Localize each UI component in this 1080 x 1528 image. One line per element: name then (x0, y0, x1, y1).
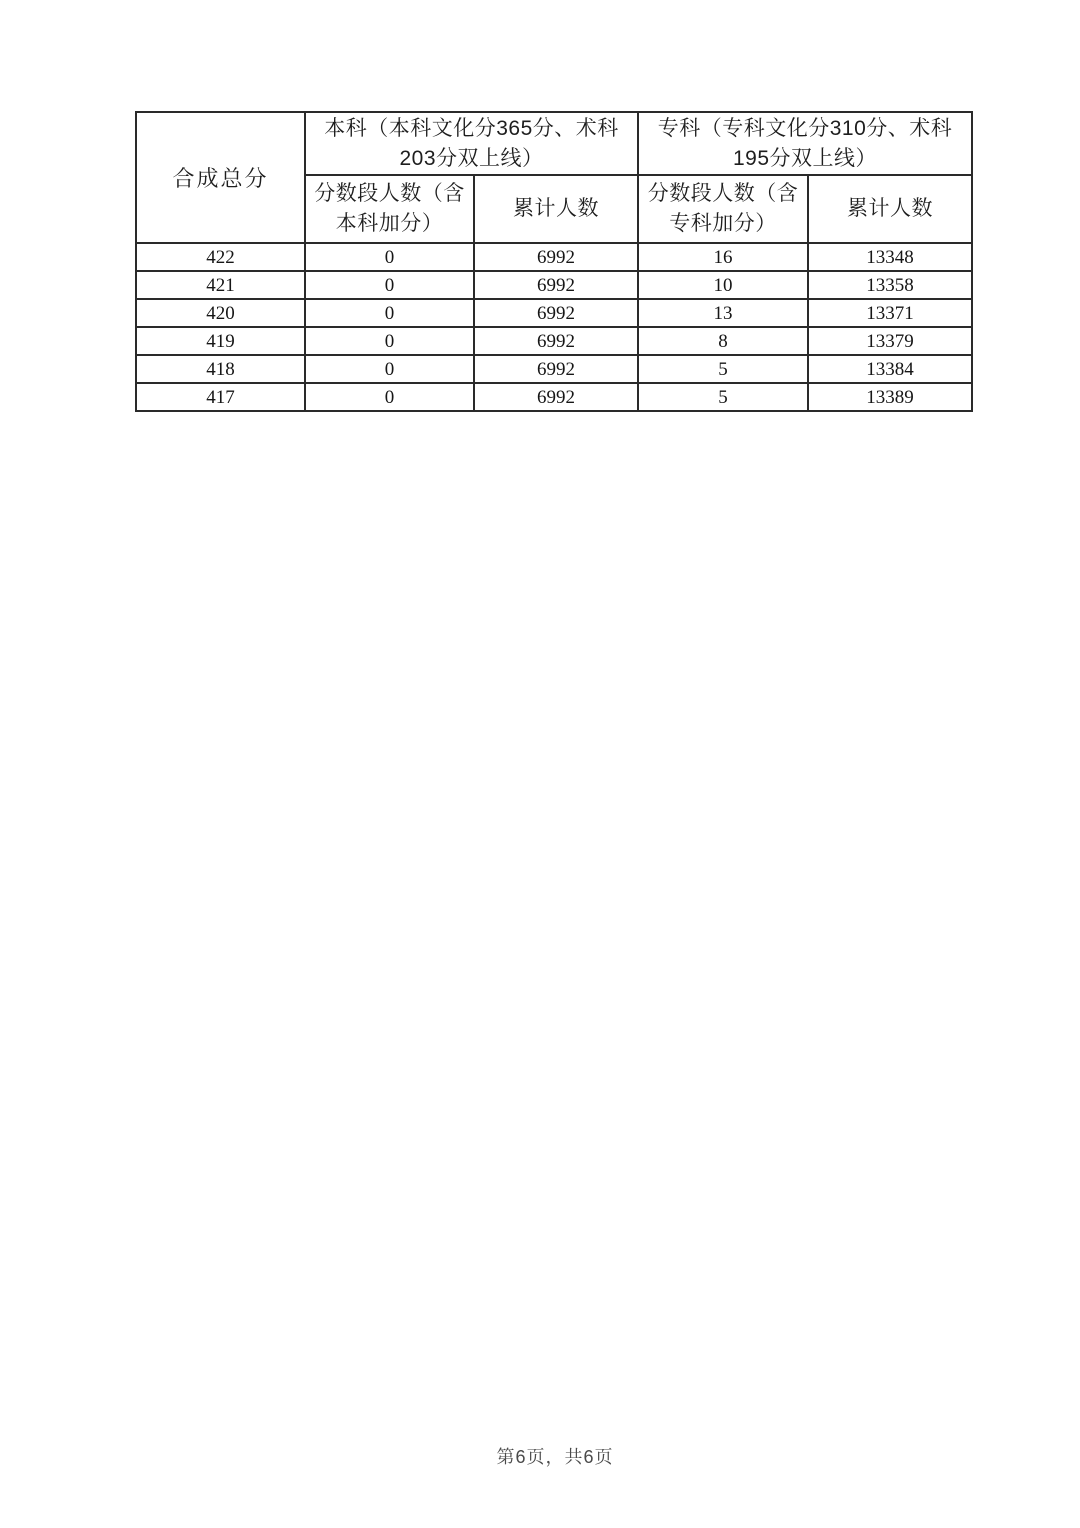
cell-zhuanke-cumulative: 13358 (808, 271, 972, 299)
cell-zhuanke-cumulative: 13371 (808, 299, 972, 327)
cell-zhuanke-cumulative: 13389 (808, 383, 972, 411)
group-header-benke: 本科（本科文化分365分、术科203分双上线） (305, 112, 638, 175)
table-header-row-groups (136, 112, 972, 175)
cell-zhuanke-count: 16 (638, 243, 808, 271)
cell-benke-count: 0 (305, 355, 474, 383)
cell-zhuanke-cumulative: 13384 (808, 355, 972, 383)
subheader-zhuanke-cumulative: 累计人数 (808, 175, 972, 243)
table-row (136, 383, 972, 411)
cell-benke-cumulative: 6992 (474, 271, 638, 299)
table-row (136, 327, 972, 355)
cell-score: 417 (136, 383, 305, 411)
cell-benke-cumulative: 6992 (474, 327, 638, 355)
cell-zhuanke-count: 13 (638, 299, 808, 327)
table-row (136, 271, 972, 299)
cell-score: 419 (136, 327, 305, 355)
group-header-zhuanke: 专科（专科文化分310分、术科195分双上线） (638, 112, 972, 175)
subheader-benke-segment-count: 分数段人数（含本科加分） (305, 175, 474, 243)
cell-score: 420 (136, 299, 305, 327)
table-row (136, 299, 972, 327)
cell-benke-count: 0 (305, 299, 474, 327)
cell-zhuanke-count: 5 (638, 383, 808, 411)
cell-zhuanke-cumulative: 13348 (808, 243, 972, 271)
cell-benke-count: 0 (305, 327, 474, 355)
cell-zhuanke-count: 8 (638, 327, 808, 355)
table-row (136, 355, 972, 383)
cell-zhuanke-cumulative: 13379 (808, 327, 972, 355)
col-header-composite-score: 合成总分 (136, 112, 305, 243)
subheader-zhuanke-segment-count: 分数段人数（含专科加分） (638, 175, 808, 243)
cell-score: 418 (136, 355, 305, 383)
cell-zhuanke-count: 5 (638, 355, 808, 383)
cell-benke-cumulative: 6992 (474, 299, 638, 327)
cell-benke-count: 0 (305, 271, 474, 299)
cell-benke-count: 0 (305, 383, 474, 411)
cell-benke-cumulative: 6992 (474, 355, 638, 383)
cell-benke-cumulative: 6992 (474, 243, 638, 271)
cell-score: 422 (136, 243, 305, 271)
cell-zhuanke-count: 10 (638, 271, 808, 299)
subheader-benke-cumulative: 累计人数 (474, 175, 638, 243)
score-distribution-table (135, 111, 973, 412)
table-row (136, 243, 972, 271)
cell-score: 421 (136, 271, 305, 299)
page-footer: 第6页，共6页 (496, 1447, 614, 1467)
cell-benke-cumulative: 6992 (474, 383, 638, 411)
cell-benke-count: 0 (305, 243, 474, 271)
